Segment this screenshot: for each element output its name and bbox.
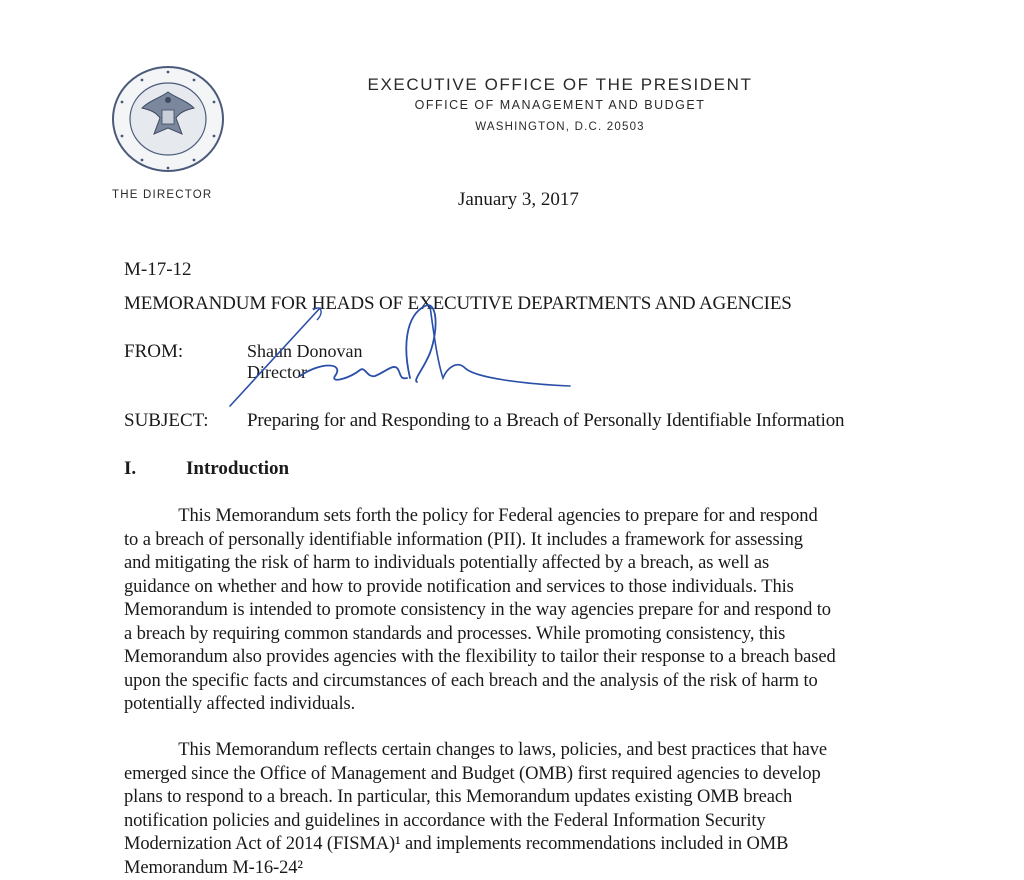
paragraph-line: to a breach of personally identifiable information (PII). It includes a framework for assessing [124, 529, 924, 553]
memo-addressee: MEMORANDUM FOR HEADS OF EXECUTIVE DEPARTMENTS AND AGENCIES [124, 293, 792, 315]
memo-date: January 3, 2017 [458, 189, 579, 211]
from-label: FROM: [124, 341, 183, 363]
section-number: I. [124, 458, 136, 480]
letterhead-omb: OFFICE OF MANAGEMENT AND BUDGET [300, 98, 820, 112]
letterhead-executive-office: EXECUTIVE OFFICE OF THE PRESIDENT [300, 75, 820, 95]
paragraph-1 [124, 505, 924, 717]
paragraph-line: Memorandum is intended to promote consistency in the way agencies prepare for and respond to [124, 599, 924, 623]
subject-text: Preparing for and Responding to a Breach of Personally Identifiable Information [247, 410, 844, 432]
section-title: Introduction [186, 458, 289, 480]
paragraph-line: Modernization Act of 2014 (FISMA)¹ and implements recommendations included in OMB [124, 833, 924, 857]
presidential-seal-icon [110, 64, 226, 174]
paragraph-line: Memorandum also provides agencies with the flexibility to tailor their response to a breach based [124, 646, 924, 670]
from-title: Director [247, 362, 307, 383]
paragraph-line: plans to respond to a breach. In particular, this Memorandum updates existing OMB breach [124, 786, 924, 810]
from-name: Shaun Donovan [247, 341, 363, 362]
paragraph-line: and mitigating the risk of harm to individuals potentially affected by a breach, as well as [124, 552, 924, 576]
paragraph-line: a breach by requiring common standards and processes. While promoting consistency, this [124, 623, 924, 647]
paragraph-line: This Memorandum reflects certain changes to laws, policies, and best practices that have [124, 739, 924, 763]
paragraph-line: guidance on whether and how to provide notification and services to those individuals. This [124, 576, 924, 600]
letterhead-address: WASHINGTON, D.C. 20503 [300, 121, 820, 133]
paragraph-line: emerged since the Office of Management and Budget (OMB) first required agencies to develop [124, 763, 924, 787]
paragraph-line: This Memorandum sets forth the policy for Federal agencies to prepare for and respond [124, 505, 924, 529]
memo-number: M-17-12 [124, 259, 192, 281]
subject-label: SUBJECT: [124, 410, 209, 432]
paragraph-line: potentially affected individuals. [124, 693, 924, 717]
director-label: THE DIRECTOR [112, 189, 212, 201]
paragraph-line: upon the specific facts and circumstances of each breach and the analysis of the risk of harm to [124, 670, 924, 694]
paragraph-2 [124, 739, 924, 880]
paragraph-line: Memorandum M-16-24² [124, 857, 924, 880]
paragraph-line: notification policies and guidelines in accordance with the Federal Information Security [124, 810, 924, 834]
